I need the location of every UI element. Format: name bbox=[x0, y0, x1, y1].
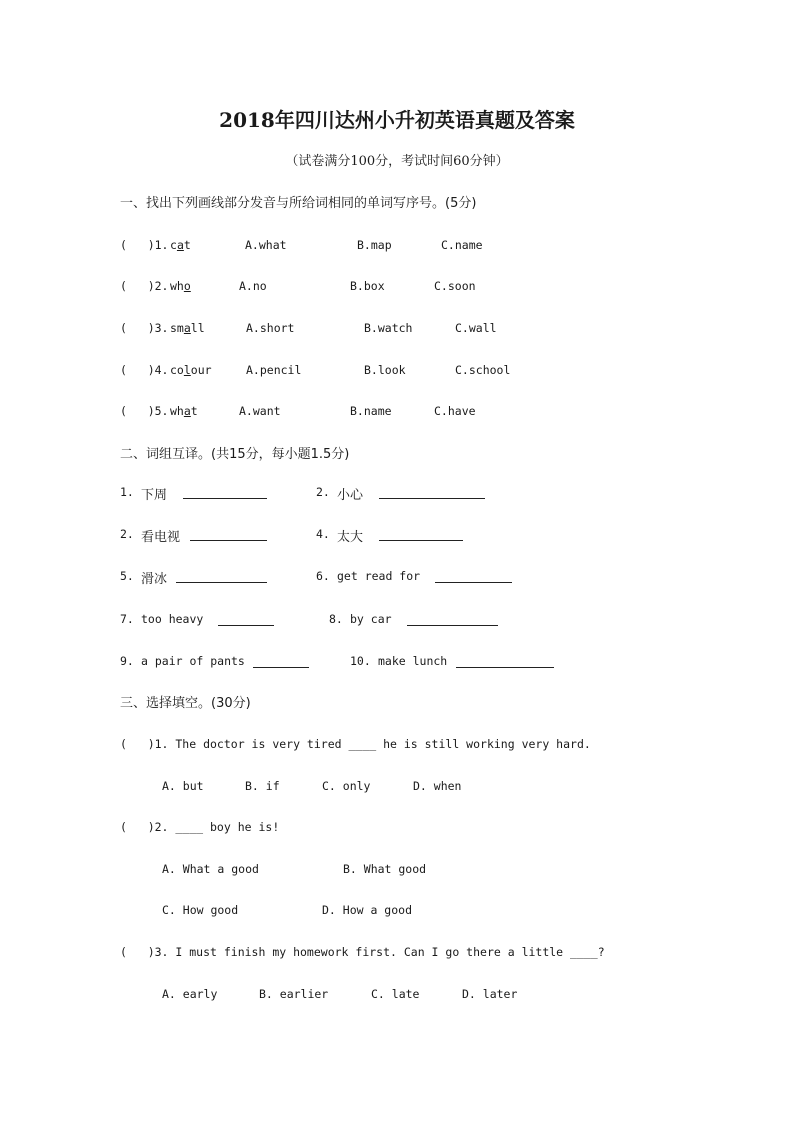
option-b: B.map bbox=[357, 238, 392, 252]
underlined-letters: o bbox=[183, 279, 191, 293]
page-title: 2018年四川达州小升初英语真题及答案 bbox=[219, 108, 575, 132]
item-text: 太大 bbox=[337, 530, 364, 545]
option-c: C.wall bbox=[455, 321, 497, 335]
item-text: 小心 bbox=[337, 488, 364, 503]
item-text: by car bbox=[350, 612, 392, 626]
option-d: D. later bbox=[462, 987, 518, 1001]
item-text: too heavy bbox=[141, 612, 204, 626]
item-number: 10. bbox=[350, 654, 371, 668]
question-word: cat bbox=[170, 238, 191, 252]
item-text: get read for bbox=[337, 569, 421, 583]
answer-blank bbox=[435, 570, 512, 583]
item-number: 7. bbox=[120, 612, 134, 626]
question-word: who bbox=[170, 279, 191, 293]
option-c: C. late bbox=[371, 987, 420, 1001]
item-text: 下周 bbox=[141, 488, 168, 503]
underlined-letters: a bbox=[183, 321, 191, 335]
question-stem: ( )3. I must finish my homework first. Can I go there a little ____? bbox=[120, 945, 605, 959]
option-b: B. earlier bbox=[259, 987, 329, 1001]
option-c: C.soon bbox=[434, 279, 476, 293]
option-a: A. early bbox=[162, 987, 218, 1001]
item-text: make lunch bbox=[378, 654, 448, 668]
section1-heading: 一、找出下列画线部分发音与所给词相同的单词写序号。(5分) bbox=[120, 196, 477, 211]
answer-blank bbox=[218, 613, 274, 626]
option-a: A.what bbox=[245, 238, 287, 252]
item-number: 5. bbox=[120, 569, 134, 583]
question-word: small bbox=[170, 321, 205, 335]
item-number: 1. bbox=[120, 485, 134, 499]
question-stem: ( )1. The doctor is very tired ____ he is still working very hard. bbox=[120, 737, 591, 751]
item-number: 2. bbox=[120, 527, 134, 541]
question-stem: ( )2. ____ boy he is! bbox=[120, 820, 280, 834]
answer-blank bbox=[456, 655, 554, 668]
item-number: 9. bbox=[120, 654, 134, 668]
answer-blank bbox=[379, 528, 463, 541]
item-number: 8. bbox=[329, 612, 343, 626]
question-prefix: ( )2. bbox=[120, 279, 169, 293]
answer-blank bbox=[253, 655, 309, 668]
option-a: A. but bbox=[162, 779, 204, 793]
option-a: A. What a good bbox=[162, 862, 259, 876]
option-b: B. if bbox=[245, 779, 280, 793]
option-b: B.name bbox=[350, 404, 392, 418]
option-c: C.have bbox=[434, 404, 476, 418]
item-number: 2. bbox=[316, 485, 330, 499]
option-b: B.look bbox=[364, 363, 406, 377]
answer-blank bbox=[407, 613, 498, 626]
option-b: B. What good bbox=[343, 862, 427, 876]
option-b: B.box bbox=[350, 279, 385, 293]
answer-blank bbox=[176, 570, 267, 583]
answer-blank bbox=[183, 486, 267, 499]
question-word: what bbox=[170, 404, 198, 418]
item-text: a pair of pants bbox=[141, 654, 245, 668]
option-a: A.want bbox=[239, 404, 281, 418]
answer-blank bbox=[379, 486, 485, 499]
question-prefix: ( )1. bbox=[120, 238, 169, 252]
question-prefix: ( )4. bbox=[120, 363, 169, 377]
underlined-letters: l bbox=[183, 363, 191, 377]
question-prefix: ( )5. bbox=[120, 404, 169, 418]
question-word: colour bbox=[170, 363, 212, 377]
option-a: A.short bbox=[246, 321, 295, 335]
option-c: C. How good bbox=[162, 903, 239, 917]
option-d: D. when bbox=[413, 779, 462, 793]
item-text: 滑冰 bbox=[141, 572, 168, 587]
section2-heading: 二、词组互译。(共15分，每小题1.5分) bbox=[120, 447, 350, 462]
underlined-letters: a bbox=[176, 238, 184, 252]
option-b: B.watch bbox=[364, 321, 413, 335]
option-a: A.pencil bbox=[246, 363, 302, 377]
item-text: 看电视 bbox=[141, 530, 181, 545]
question-prefix: ( )3. bbox=[120, 321, 169, 335]
option-d: D. How a good bbox=[322, 903, 413, 917]
page-subtitle: （试卷满分100分，考试时间60分钟） bbox=[285, 154, 509, 169]
option-c: C.school bbox=[455, 363, 511, 377]
answer-blank bbox=[190, 528, 267, 541]
option-c: C.name bbox=[441, 238, 483, 252]
option-c: C. only bbox=[322, 779, 371, 793]
section3-heading: 三、选择填空。(30分) bbox=[120, 696, 251, 711]
item-number: 4. bbox=[316, 527, 330, 541]
underlined-letters: a bbox=[183, 404, 191, 418]
option-a: A.no bbox=[239, 279, 267, 293]
item-number: 6. bbox=[316, 569, 330, 583]
